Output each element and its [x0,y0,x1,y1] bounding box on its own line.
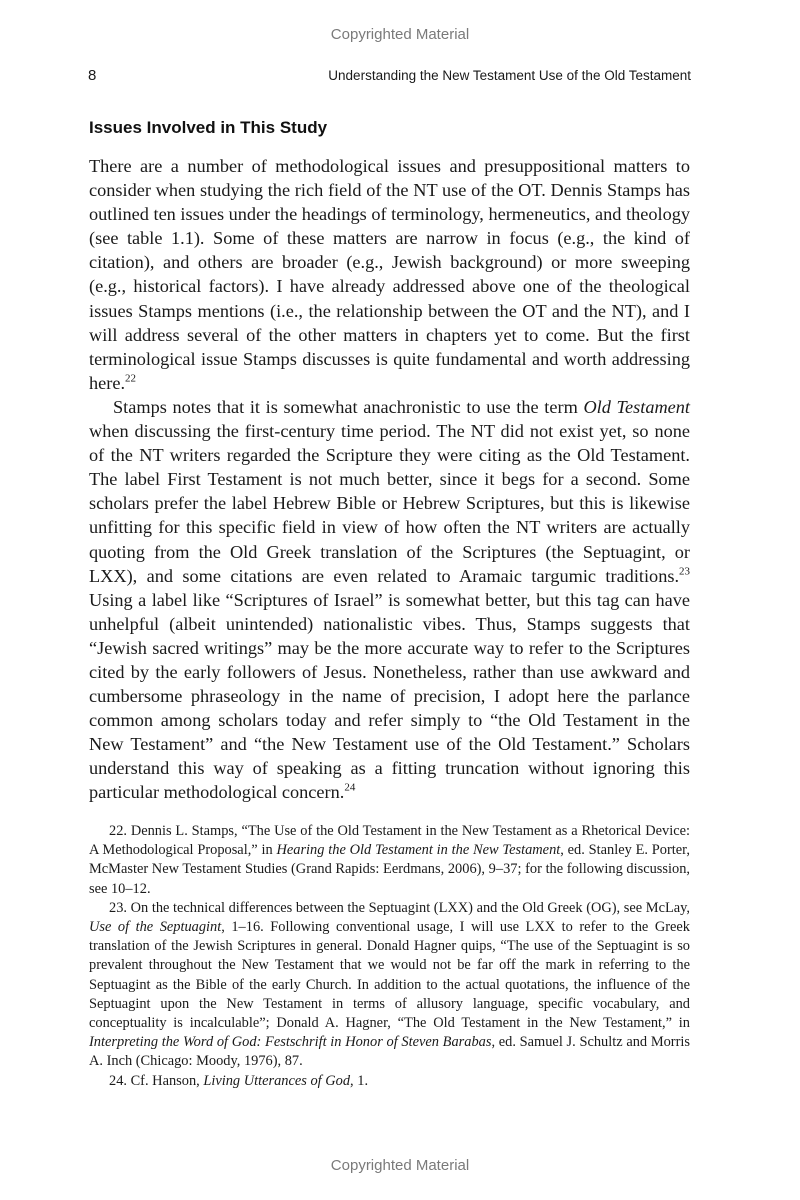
italic-term: Old Testament [583,396,691,417]
text-run: Stamps notes that it is somewhat anachronistic to use the term [113,396,584,417]
text-run: , 1–16. Following conventional usage, I will use LXX to refer to the Greek translation of the Jewish Scriptures in general. Donald Hagner quips, “The use of the Septuagint is so prevalent throughout the New Testament that we would not be far off the mark in referring to the Septuagint as the Bible of the early Church. In addition to the actual quotations, the influence of the Septuagint upon the New Testament in terms of allusory language, specific vocabulary, and conceptuality is incalculable”; Donald A. Hagner, “The Old Testament in the New Testament,” in [89,919,690,1032]
text-run: , ed. Samuel J. Schultz and Morris A. Inch (Chicago: Moody, 1976), 87. [89,1034,690,1070]
running-head-title: Understanding the New Testament Use of the Old Testament [328,68,691,83]
text-run: 23. On the technical differences between the Septuagint (LXX) and the Old Greek (OG), see McLay, [109,899,690,916]
text-run: 24. Cf. Hanson, [109,1072,204,1089]
page-number: 8 [88,67,97,84]
paragraph-1 [89,154,690,395]
section-heading: Issues Involved in This Study [89,118,328,137]
footnote-22 [89,822,690,899]
footnote-24 [89,1072,690,1091]
body-text [89,154,690,805]
footnotes [89,822,690,1091]
italic-title: Use of the Septuagint [89,919,222,936]
footnote-ref-22[interactable]: 22 [125,372,136,385]
text-run: when discussing the first-century time period. The NT did not exist yet, so none of the NT writers regarded the Scripture they were citing as the Old Testament. The label First Testament is not much better, since it begs for a second. Some scholars prefer the label Hebrew Bible or Hebrew Scriptures, but this is likewise unfitting for this specific field in view of how often the NT writers are actually quoting from the Old Greek translation of the Scriptures (the Septuagint, or LXX), and some citations are even related to Aramaic targumic traditions. [89,421,690,586]
text-run: 22. Dennis L. Stamps, “The Use of the Old Testament in the New Testament as a Rhetorical Device: A Methodological Proposal,” in [89,823,690,859]
text-run: , ed. Stanley E. Porter, McMaster New Testament Studies (Grand Rapids: Eerdmans, 2006), 9–37; for the following discussion, see 10–12. [89,842,690,897]
text-run: , 1. [350,1072,369,1089]
copyright-watermark-bottom: Copyrighted Material [330,1157,470,1174]
footnote-ref-24[interactable]: 24 [344,781,356,794]
paragraph-2 [89,395,690,805]
running-head [88,67,691,87]
italic-title: Hearing the Old Testament in the New Testament [276,842,561,859]
footnote-ref-23[interactable]: 23 [679,564,690,577]
text-run: There are a number of methodological issues and presuppositional matters to consider when studying the rich field of the NT use of the OT. Dennis Stamps has outlined ten issues under the headings of terminology, hermeneutics, and theology (see table 1.1). Some of these matters are narrow in focus (e.g., the kind of citation), and others are broader (e.g., Jewish background) or more sweeping (e.g., historical factors). I have already addressed above one of the theological issues Stamps mentions (i.e., the relationship between the OT and the NT), and I will address several of the other matters in chapters yet to come. But the first terminological issue Stamps discusses is quite fundamental and worth addressing here. [89,156,690,393]
italic-title: Interpreting the Word of God: Festschrift in Honor of Steven Barabas [89,1034,492,1051]
footnote-23 [89,899,690,1072]
copyright-watermark-top: Copyrighted Material [330,26,470,43]
italic-title: Living Utterances of God [203,1072,351,1089]
text-run: Using a label like “Scriptures of Israel” is somewhat better, but this tag can have unhelpful (albeit unintended) nationalistic vibes. Thus, Stamps suggests that “Jewish sacred writings” may be the more accurate way to refer to the Scriptures cited by the early followers of Jesus. Nonetheless, rather than use awkward and cumbersome phraseology in the name of precision, I adopt here the parlance common among scholars today and refer simply to “the Old Testament in the New Testament” and “the New Testament use of the Old Testament.” Scholars understand this way of speaking as a fitting truncation without ignoring this particular methodological concern. [89,589,690,803]
